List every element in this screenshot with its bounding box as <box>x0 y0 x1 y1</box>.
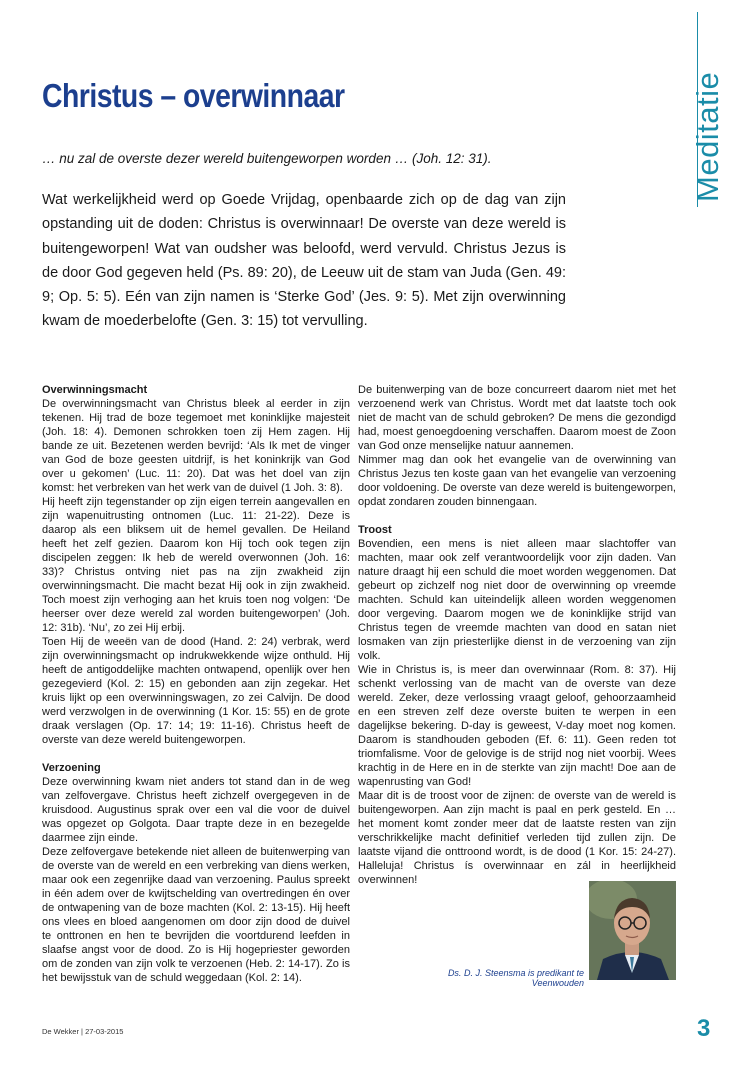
page-number: 3 <box>697 1015 711 1042</box>
paragraph: Hij heeft zijn tegenstander op zijn eigen terrein aangevallen en zijn wapenuitrusting ontnomen (Luc. 11: 21-22). Deze is daarop als een bliksem uit de hemel gevallen. De Heiland heeft het zelf gezien. Daarom kon Hij toch ook tegen zijn discipelen zeggen: Ik heb de wereld overwonnen (Joh. 16: 33)? Christus ontving niet pas na zijn zwakheid zijn overwinningsmacht. Die macht bezat Hij ook in zijn zwakheid. Toch moest zijn verhoging aan het kruis toen nog volgen: ‘De heerser over deze wereld zal worden buitengeworpen’ (Joh. 12: 31b). ‘Nu’, zo zei Hij erbij. <box>42 496 350 634</box>
paragraph: De buitenwerping van de boze concurreert daarom niet met het verzoenend werk van Christus. Wordt met dat laatste toch ook niet de macht van de schuld gebroken? De mens die gezondigd had, moest genoegdoening verschaffen. Daarom moest de Zoon van God onze menselijke natuur aannemen. <box>358 384 676 452</box>
photo-caption: Ds. D. J. Steensma is predikant te Veenwouden <box>447 968 584 988</box>
heading-troost: Troost <box>358 524 392 536</box>
portrait-image <box>589 881 676 980</box>
paragraph: Toen Hij de weeën van de dood (Hand. 2: 24) verbrak, werd zijn overwinningsmacht op indrukwekkende wijze onthuld. Hij heeft de antigoddelijke machten ontwapend, openlijk over hen gezegevierd (Kol. 2: 15) en gebonden aan zijn zegekar. Het kruis lijkt op een overwinningswagen, zo zei Calvijn. De dood werd verzwolgen in de overwinning (1 Kor. 15: 55) en de grote draak verslagen (Op. 17: 14; 19: 11-16). Christus heeft de overste van deze wereld buitengeworpen. <box>42 636 350 746</box>
paragraph: De overwinningsmacht van Christus bleek al eerder in zijn tekenen. Hij trad de boze tegemoet met koninklijke majesteit (Joh. 18: 4). Demonen schrokken toen zij Hem zagen. Hij bande ze uit. Bezetenen werden bevrijd: ‘Als Ik met de vinger van God de boze geesten uitdrijf, is het koninkrijk van God over u gekomen’ (Luc. 11: 20). Dat was het doel van zijn komst: het verbreken van het werk van de duivel (1 Joh. 3: 8). <box>42 398 350 494</box>
paragraph: Wie in Christus is, is meer dan overwinnaar (Rom. 8: 37). Hij schenkt verlossing van de macht van de overste van deze wereld. Zeker, deze verlossing vraagt geloof, gehoorzaamheid en een streven zelf deze overste buiten te werpen in een dagelijkse bekering. D-day is geweest, V-day moet nog komen. Daarom is standhouden geboden (Ef. 6: 11). Geen reden tot triomfalisme. Voor de gelovige is de strijd nog niet voorbij. Wees krachtig in de Here en in de sterkte van zijn macht! Doe aan de wapenrusting van God! <box>358 664 676 788</box>
paragraph: Deze zelfovergave betekende niet alleen de buitenwerping van de overste van de wereld en een verbreking van diens werken, maar ook een zegenrijke daad van verzoening. Paulus spreekt in één adem over de kwijtschelding van overtredingen én over de ontwapening van de boze machten (Kol. 2: 13-15). Hij heeft ons vlees en bloed aangenomen om door zijn dood de duivel te onttronen en hen te bevrijden die voortdurend leefden in slaafse angst voor de dood. Zo is Hij hogepriester geworden om de zonden van zijn volk te verzoenen (Heb. 2: 14-17). Zo is het bewijsstuk van de schuld weggedaan (Kol. 2: 14). <box>42 846 350 984</box>
epigraph: … nu zal de overste dezer wereld buitengeworpen worden … (Joh. 12: 31). <box>42 151 492 166</box>
paragraph: Nimmer mag dan ook het evangelie van de overwinning van Christus Jezus ten koste gaan van het evangelie van verzoening door voldoening. De overste van deze wereld is buitengeworpen, opdat zondaren zouden binnengaan. <box>358 454 676 508</box>
left-column <box>42 383 350 985</box>
footer-publication: De Wekker | 27-03-2015 <box>42 1027 124 1036</box>
paragraph: Deze overwinning kwam niet anders tot stand dan in de weg van zelfovergave. Christus heeft zichzelf overgegeven in de kruisdood. Augustinus sprak over een val die voor de duivel was opgezet op Golgota. Daar trapte deze in en bezegelde daarmee zijn einde. <box>42 776 350 844</box>
intro-paragraph: Wat werkelijkheid werd op Goede Vrijdag, openbaarde zich op de dag van zijn opstanding uit de doden: Christus is overwinnaar! De overste van deze wereld is buitengeworpen! Wat van oudsher was beloofd, werd vervuld. Christus Jezus is de door God gegeven held (Ps. 89: 20), de Leeuw uit de stam van Juda (Gen. 49: 9; Op. 5: 5). Eén van zijn namen is ‘Sterke God’ (Jes. 9: 5). Met zijn overwinning kwam de moederbelofte (Gen. 3: 15) tot vervulling. <box>42 192 566 330</box>
section-label-text: Meditatie <box>690 71 725 202</box>
right-column <box>358 383 676 887</box>
heading-verzoening: Verzoening <box>42 762 101 774</box>
heading-overwinningsmacht: Overwinningsmacht <box>42 384 148 396</box>
section-label <box>690 71 725 208</box>
paragraph: Maar dit is de troost voor de zijnen: de overste van de wereld is buitengeworpen. Aan zijn macht is paal en perk gesteld. En … het moment komt zonder meer dat de laatste resten van zijn verschrikkelijke macht definitief verleden tijd zullen zijn. De laatste vijand die onttroond wordt, is de dood (1 Kor. 15: 24-27). Halleluja! Christus ís overwinnaar en zál in heerlijkheid overwinnen! <box>358 790 676 886</box>
page-title: Christus – overwinnaar <box>42 77 345 114</box>
paragraph: Bovendien, een mens is niet alleen maar slachtoffer van machten, maar ook zelf verantwoordelijk voor zijn daden. Van nature draagt hij een schuld die moet worden weggenomen. Dat gebeurt op zichzelf nog niet door de overwinning op vreemde machten. Schuld kan uiteindelijk alleen worden weggenomen door vergeving. Daarom mogen we de koninklijke strijd van Christus tegen de vreemde machten van dood en satan niet losmaken van zijn priesterlijke dienst in de verzoening van zijn volk. <box>358 538 676 662</box>
author-photo <box>589 881 676 980</box>
